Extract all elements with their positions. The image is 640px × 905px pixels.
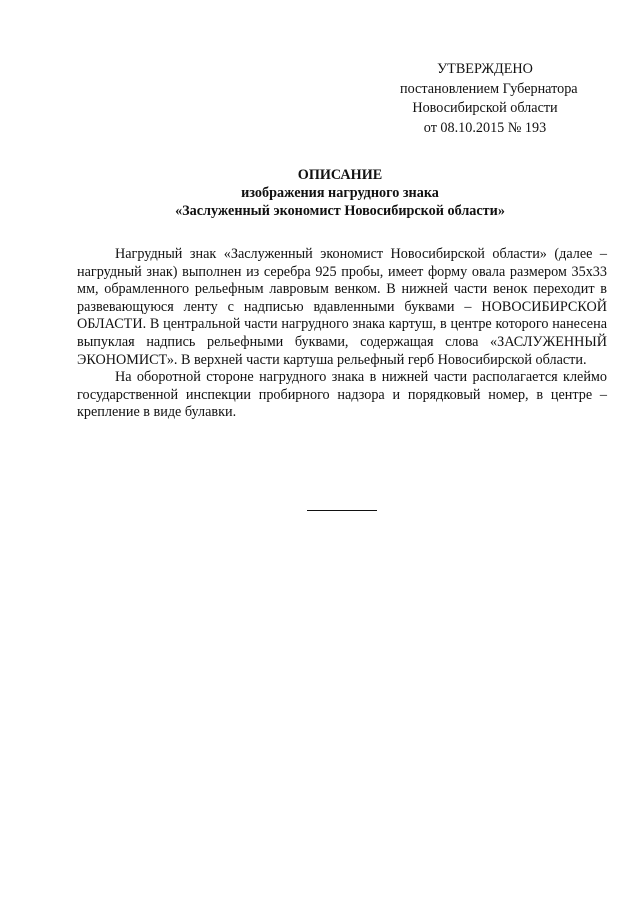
document-body xyxy=(77,246,607,422)
body-paragraph: На оборотной стороне нагрудного знака в нижней части располагается клеймо государственной инспекции пробирного надзора и порядковый номер, в центре – крепление в виде булавки. xyxy=(77,369,607,421)
end-divider-line xyxy=(307,510,377,511)
body-paragraph: Нагрудный знак «Заслуженный экономист Новосибирской области» (далее – нагрудный знак) выполнен из серебра 925 пробы, имеет форму овала размером 35х33 мм, обрамленного рельефным лавровым венком. В нижней части венок переходит в развевающуюся ленту с надписью вдавленными буквами – НОВОСИБИРСКОЙ ОБЛАСТИ. В центральной части нагрудного знака картуш, в центре которого нанесена выпуклая надпись рельефными буквами, содержащая слова «ЗАСЛУЖЕННЫЙ ЭКОНОМИСТ». В верхней части картуша рельефный герб Новосибирской области. xyxy=(77,246,607,368)
approval-title: УТВЕРЖДЕНО xyxy=(437,61,533,77)
heading-title: ОПИСАНИЕ xyxy=(297,167,383,183)
approval-date-number: от 08.10.2015 № 193 xyxy=(423,119,547,136)
heading-badge-name: «Заслуженный экономист Новосибирской области» xyxy=(175,203,505,219)
document-heading xyxy=(120,166,560,220)
approval-region: Новосибирской области xyxy=(412,100,558,116)
heading-subtitle: изображения нагрудного знака xyxy=(241,185,439,201)
approval-stamp xyxy=(400,60,578,138)
approval-issuer: постановлением Губернатора xyxy=(400,80,578,97)
